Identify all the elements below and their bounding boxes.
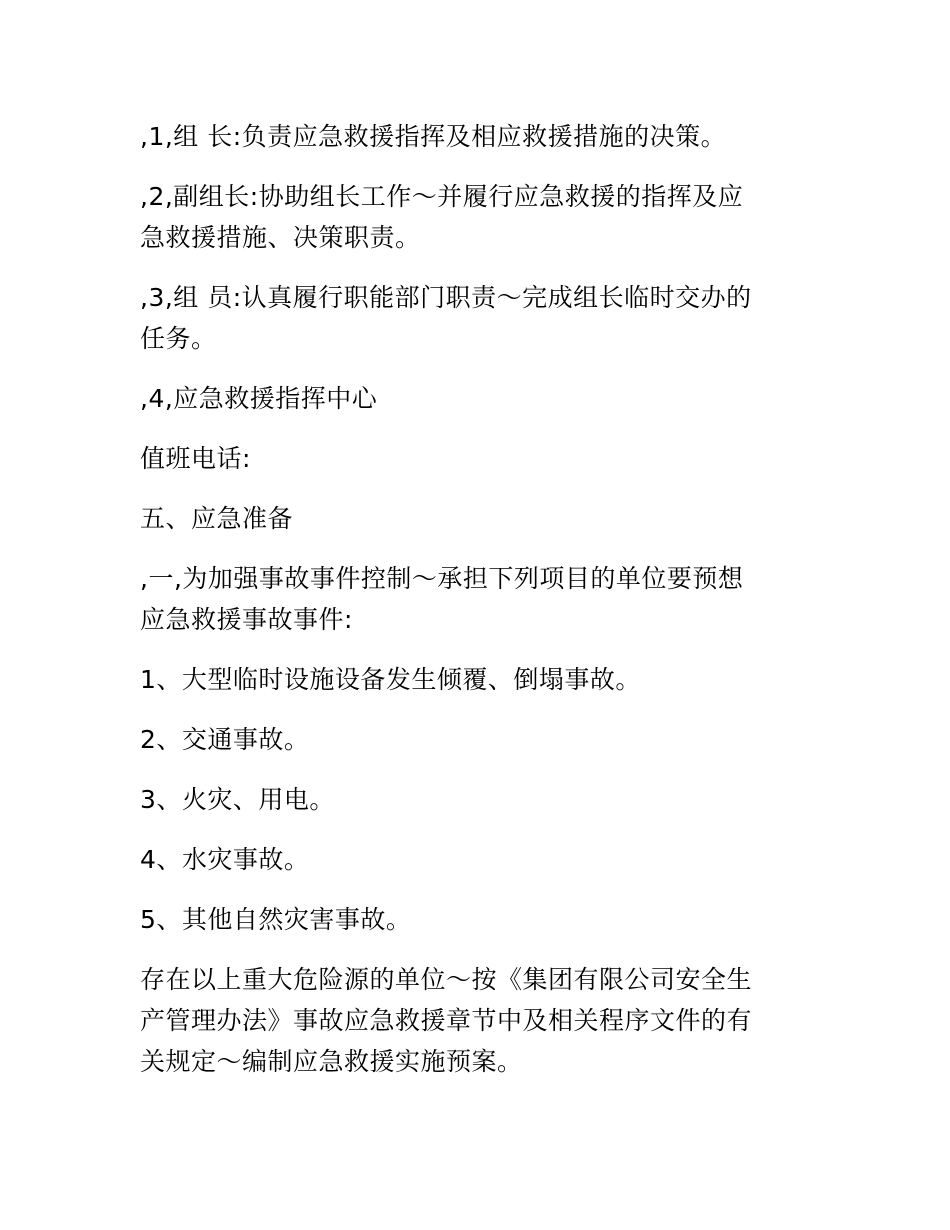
text-line: 任务。	[140, 324, 217, 353]
list-item-5	[140, 899, 810, 940]
text-line: 产管理办法》事故应急救援章节中及相关程序文件的有	[140, 1006, 753, 1035]
text-line: 五、应急准备	[140, 504, 294, 533]
text-line: ,一,为加强事故事件控制～承担下列项目的单位要预想	[140, 564, 744, 593]
paragraph-deputy-leader	[140, 176, 810, 258]
text-line: 2、交通事故。	[140, 725, 310, 754]
text-line: 关规定～编制应急救援实施预案。	[140, 1047, 523, 1076]
section-heading-emergency-preparation	[140, 498, 810, 539]
text-line: 5、其他自然灾害事故。	[140, 905, 412, 934]
text-line: ,1,组 长:负责应急救援指挥及相应救援措施的决策。	[140, 122, 727, 151]
text-line: 值班电话:	[140, 444, 251, 473]
text-line: 1、大型临时设施设备发生倾覆、倒塌事故。	[140, 665, 641, 694]
list-item-4	[140, 839, 810, 880]
list-item-3	[140, 779, 810, 820]
text-line: 应急救援事故事件:	[140, 605, 353, 634]
text-line: ,4,应急救援指挥中心	[140, 384, 378, 413]
paragraph-accident-control	[140, 558, 810, 640]
document-body	[140, 116, 810, 1101]
paragraph-command-center	[140, 378, 810, 419]
text-line: 3、火灾、用电。	[140, 785, 335, 814]
text-line: ,2,副组长:协助组长工作～并履行应急救援的指挥及应	[140, 182, 744, 211]
text-line: ,3,组 员:认真履行职能部门职责～完成组长临时交办的	[140, 283, 752, 312]
text-line: 存在以上重大危险源的单位～按《集团有限公司安全生	[140, 965, 753, 994]
text-line: 急救援措施、决策职责。	[140, 223, 421, 252]
list-item-1	[140, 659, 810, 700]
paragraph-hazard-units	[140, 959, 810, 1082]
paragraph-team-member	[140, 277, 810, 359]
paragraph-duty-phone	[140, 438, 810, 479]
text-line: 4、水灾事故。	[140, 845, 310, 874]
paragraph-team-leader	[140, 116, 810, 157]
list-item-2	[140, 719, 810, 760]
